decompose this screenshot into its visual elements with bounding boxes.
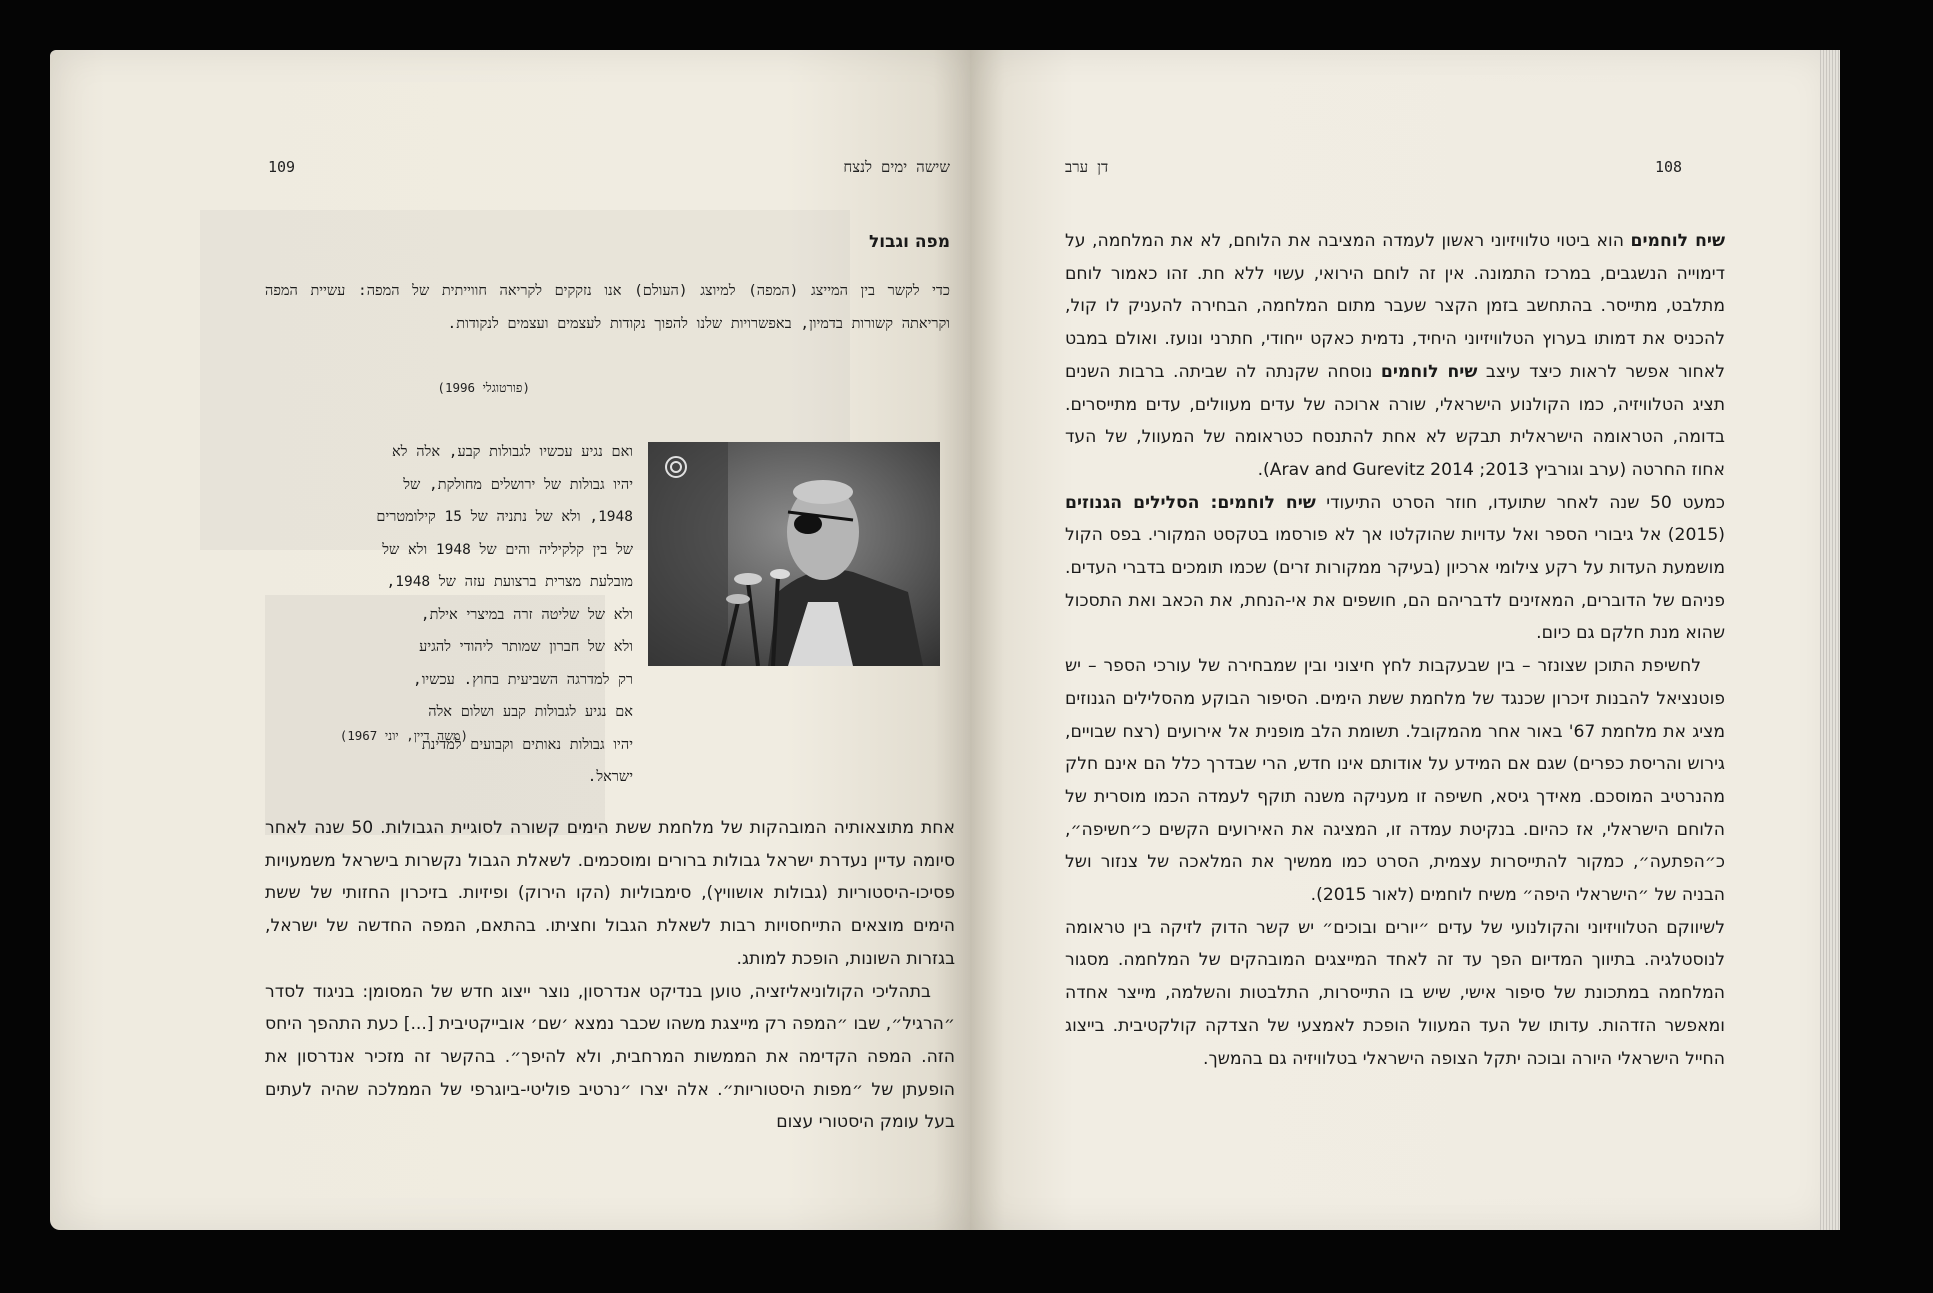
portrait-image: [648, 442, 940, 666]
dayan-quote-line: מובלעת מצרית ברצועת עזה של 1948,: [386, 574, 633, 590]
paragraph-text: כמעט 50 שנה לאחר שתועדו, חוזר הסרט התיעודי: [1315, 492, 1725, 513]
dayan-quote-line: ולא של חברון שמותר ליהודי להגיע: [419, 639, 633, 655]
body-paragraph: לחשיפת התוכן שצונזר – בין שבעקבות לחץ חיצוני ובין שמבחירה של עורכי הספר – יש פוטנציאל להבנות זיכרון שכנגד של מלחמת ששת הימים. הסיפור הבוקע מהסלילים הגנוזים מציג את מלחמת 67' באור אחר מהמקובל. תשומת הלב מופנית אל אירועים (רצח שבויים, גירוש והריסת כפרים) שגם אם המידע על אודותם אינו חדש, הרי שבדרך כלל הם אינם חלק מהנרטיב המוסכם. מאידך גיסא, חשיפה זו מעניקה משנה תוקף לעמדה הכמו מוסרית של הלוחם הישראלי, אז כהיום. בנקיטת עמדה זו, המציגה את האירועים הקשים כ״חשיפה״, כ״הפתעה״, כמקור להתייסרות עצמית, הסרט כמו ממשיך את המלאכה של צנזור ושל הבניה של ״הישראלי היפה״ משיח לוחמים (לאור 2015).: [1065, 656, 1725, 906]
dayan-quote-line: יהיו גבולות נאותים וקבועים למדינת: [421, 736, 633, 753]
epigraph-text: כדי לקשר בין המייצג (המפה) למיוצג (העולם) אנו נזקקים לקריאה חווייתית של המפה: עשיית המפה וקריאתה קשורות בדמיון, באפשרויות שלנו להפוך נקודות לעצמים ועצמים לנקודות.: [265, 283, 950, 332]
left-page: [50, 50, 970, 1230]
open-book: [50, 50, 1840, 1230]
paragraph-text: נוסחה שקנתה לה שביתה. ברבות השנים תציג הטלוויזיה, כמו הקולנוע הישראלי, שורה ארוכה של עדים מעוולים, עדים מתייסרים. בדומה, הטראומה הישראלית תבקש לא אחת להתנסח כטראומה של המעוול, של העד אחוז החרטה (ערב וגורביץ 2013; Arav and Gurevitz 2014).: [1065, 361, 1725, 480]
dayan-quote-line: של בין קלקיליה והים של 1948 ולא של: [382, 541, 633, 558]
photo-moshe-dayan: [648, 442, 940, 666]
bold-title: שיח לוחמים: [1630, 231, 1725, 251]
paragraph-text: הוא ביטוי טלוויזיוני ראשון לעמדה המציבה את הלוחם, לא את המלחמה, על דימוייה הנשגבים, במרכז התמונה. אין זה לוחם הירואי, עשוי ללא חת. זהו כאמור לוחם מתלבט, מתייסר. בהתחשב בזמן הקצר שעבר מתום המלחמה, הבחירה להעניק לו קול, להכניס את דמותו בערוץ הטלוויזיוני היחיד, נדמית כאקט ייחודי, חתרני ונועז. ואולם במבט לאחור אפשר לראות כיצד עיצב: [1065, 231, 1725, 382]
section-heading: מפה וגבול: [869, 232, 950, 252]
dayan-quote-line: ואם נגיע עכשיו לגבולות קבע, אלה לא: [391, 444, 633, 460]
bold-title: שיח לוחמים: [1380, 361, 1478, 382]
dayan-quote-line: 1948, ולא של נתניה של 15 קילומטרים: [376, 509, 633, 525]
running-head-right: דן ערב: [1065, 158, 1109, 176]
left-body-text: [265, 812, 955, 1139]
body-paragraph: אחת מתוצאותיה המובהקות של מלחמת ששת הימים קשורה לסוגיית הגבולות. 50 שנה לאחר סיומה עדיין נעדרת ישראל גבולות ברורים ומוסכמים. לשאלת הגבול נקשרות בישראל משמעויות פסיכו-היסטוריות (גבולות אושוויץ), סימבוליות (הקו הירוק) ופיזיות. בזיכרון החזותי של ששת הימים מוצאים התייחסויות רבות לשאלת הגבול וחציתו. בהתאם, המפה החדשה של ישראל, בגזרות השונות, הופכת למותג.: [265, 818, 955, 969]
body-paragraph: בתהליכי הקולוניאליזציה, טוען בנדיקט אנדרסון, נוצר ייצוג חדש של המסומן: בניגוד לסדר ״הרגיל״, שבו ״המפה רק מייצגת משהו שכבר נמצא ׳שם׳ אובייקטיבית [...] כעת התהפך היחס הזה. המפה הקדימה את הממשות המרחבית, ולא להיפך״. בהקשר זה מזכיר אנדרסון את הופעתן של ״מפות היסטוריות״. אלה יצרו ״נרטיב פוליטי-ביוגרפי של הממלכה שהיה לעתים בעל עומק היסטורי עצום: [265, 981, 955, 1133]
right-body-text: [1065, 225, 1725, 1075]
epigraph-citation: (פורטוגלי 1996): [437, 380, 530, 395]
dayan-citation: (משה דיין, יוני 1967): [339, 728, 468, 743]
bold-title: שיח לוחמים: הסלילים הגנוזים: [1065, 492, 1316, 513]
dayan-quote-line: ישראל.: [587, 769, 633, 785]
body-paragraph: [1065, 225, 1725, 487]
right-page: [970, 50, 1832, 1230]
epigraph-quote: [265, 275, 950, 340]
page-number-right: 108: [1655, 158, 1683, 176]
dayan-quote-line: יהיו גבולות של ירושלים מחולקת, של: [403, 476, 633, 493]
running-head-left: שישה ימים לנצח: [843, 158, 950, 176]
dayan-quote-line: אם נגיע לגבולות קבע ושלום אלה: [428, 704, 633, 720]
body-paragraph: [1065, 487, 1725, 651]
dayan-quote-line: רק למדרגה השביעית בחוץ. עכשיו,: [412, 671, 633, 688]
page-number-left: 109: [268, 158, 296, 176]
paragraph-text: (2015) אל גיבורי הספר ואל עדויות שהוקלטו אך לא פורסמו בטקסט המקורי. בפס הקול מושמעת העדות על רקע צילומי ארכיון (בעיקר ממקורות זרים) שכמו תומכים בדברי העדים. פניהם של הדוברים, המאזינים לדבריהם הם, חושפים את אי-הנחת, את הכאב ואת התסכול שהוא מנת חלקם גם כיום.: [1065, 525, 1725, 644]
body-paragraph: לשיווקם הטלוויזיוני והקולנועי של עדים ״יורים ובוכים״ יש קשר הדוק לזיקה בין טראומה לנוסטלגיה. בתיווך המדיום הפך עד זה לאחד המייצגים המובהקים של המלחמה. מסגור המלחמה במתכונת של סיפור אישי, שיש בו התייסרות, התלבטות והשלמה, מייצר אחדה ומאפשר הזדהות. עדותו של העד המעוול הופכת לאמצעי של הצדקה קולקטיבית. בייצוג החייל הישראלי היורה ובוכה יתקל הצופה הישראלי בטלוויזיה גם בהמשך.: [1065, 917, 1725, 1069]
page-edges: [1820, 50, 1840, 1230]
dayan-quote-line: ולא של שליטה זרה במיצרי אילת,: [420, 606, 633, 623]
